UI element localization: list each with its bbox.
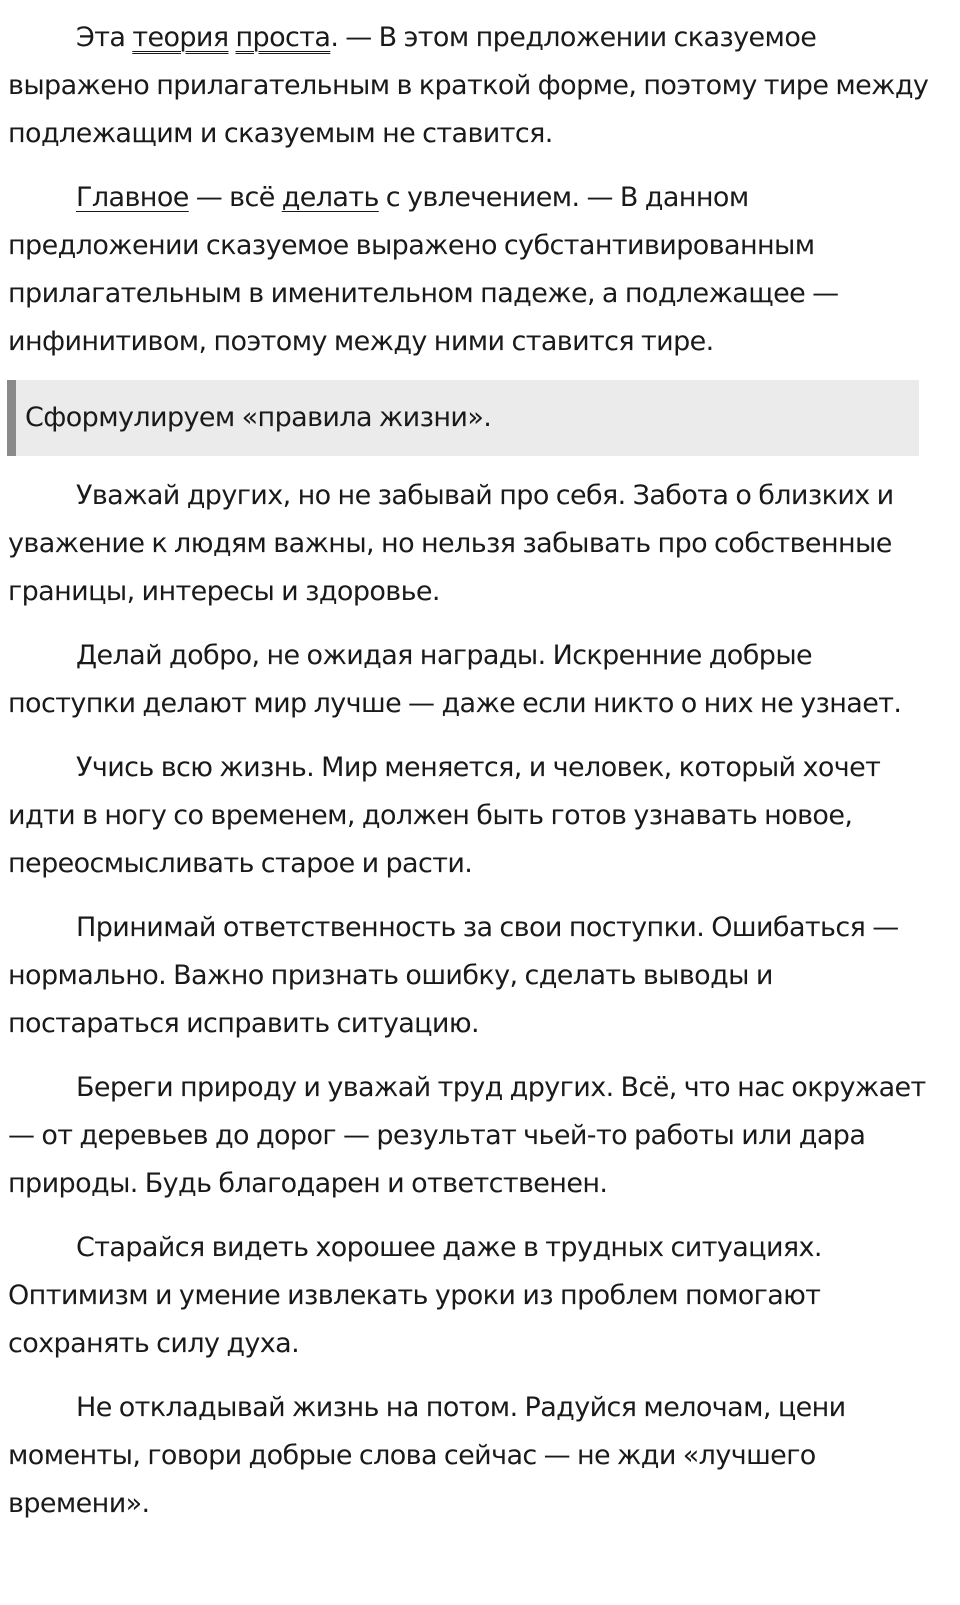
example-1-text-start: Эта: [76, 22, 133, 53]
example-1-explanation: . — В этом предложении сказуемое выражено прилагательным в краткой форме, поэтому тире между подлежащим и сказуемым не ставится.: [8, 22, 929, 149]
example-2-dash: — всё: [188, 182, 282, 213]
example-1-subject: теория: [132, 22, 229, 53]
rule-paragraph-1: Уважай других, но не забывай про себя. Забота о близких и уважение к людям важны, но нельзя забывать про собственные границы, интересы и здоровье.: [8, 480, 894, 607]
rule-paragraph-5: Береги природу и уважай труд других. Всё, что нас окружает — от деревьев до дорог — результат чьей-то работы или дара природы. Будь благодарен и ответственен.: [8, 1072, 926, 1199]
example-2-predicate: делать: [281, 182, 379, 213]
document-page: [8, 14, 938, 1528]
example-1-predicate: проста: [235, 22, 331, 53]
rule-paragraph-3: Учись всю жизнь. Мир меняется, и человек, который хочет идти в ногу со временем, должен быть готов узнавать новое, переосмысливать старое и расти.: [8, 752, 881, 879]
rule-paragraph-7: Не откладывай жизнь на потом. Радуйся мелочам, цени моменты, говори добрые слова сейчас — не жди «лучшего времени».: [8, 1392, 846, 1519]
example-2-subject: Главное: [76, 182, 189, 213]
example-paragraph-2: [8, 174, 938, 366]
example-2-explanation: с увлечением. — В данном предложении сказуемое выражено субстантивированным прилагательным в именительном падеже, а подлежащее — инфинитивом, поэтому между ними ставится тире.: [8, 182, 839, 357]
example-paragraph-1: [8, 14, 938, 158]
rule-paragraph-4: Принимай ответственность за свои поступки. Ошибаться — нормально. Важно признать ошибку, сделать выводы и постараться исправить ситуацию.: [8, 912, 899, 1039]
rule-paragraph-6: Старайся видеть хорошее даже в трудных ситуациях. Оптимизм и умение извлекать уроки из проблем помогают сохранять силу духа.: [8, 1232, 822, 1359]
rule-paragraph-2: Делай добро, не ожидая награды. Искренние добрые поступки делают мир лучше — даже если никто о них не узнает.: [8, 640, 902, 719]
task-callout: Сформулируем «правила жизни».: [7, 380, 919, 456]
